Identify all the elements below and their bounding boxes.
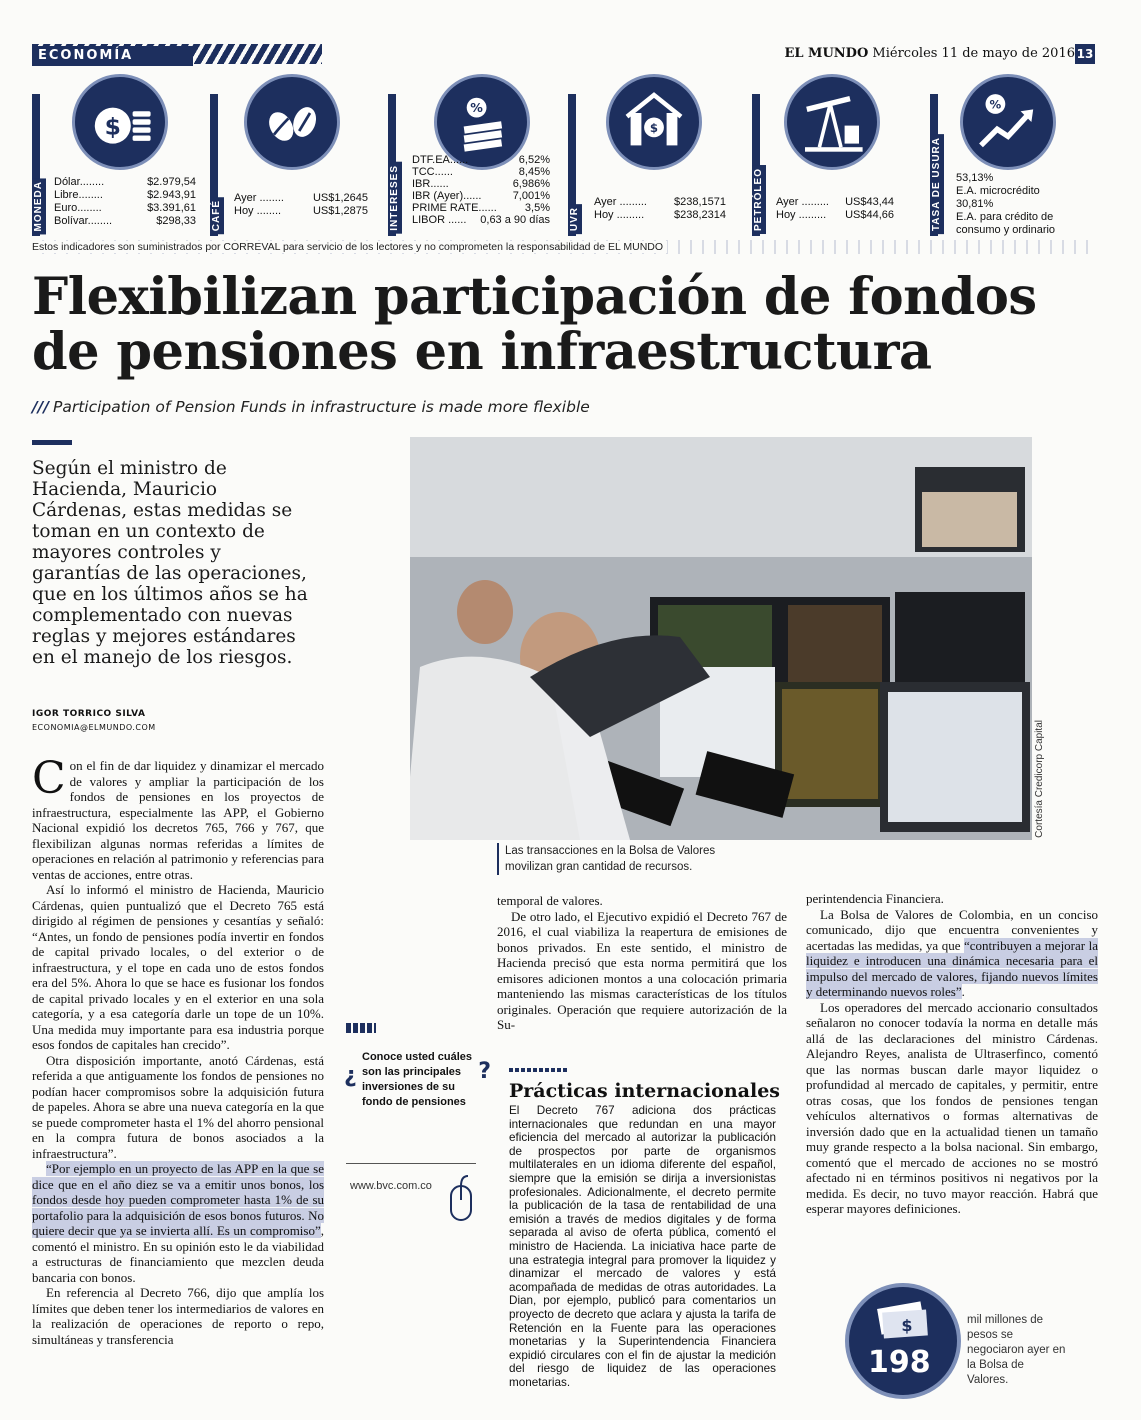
- photo-caption: Las transacciones en la Bolsa de Valores movilizan gran cantidad de recursos.: [497, 843, 757, 875]
- trading-floor-photo: [410, 437, 1032, 840]
- promo-divider: [346, 1163, 476, 1164]
- article-column-3: perintendencia Financiera. La Bolsa de Valores de Colombia, en un conciso comunicado, dijo que encuentra convenientes y acertadas las medidas, ya que “contribuyen a mejorar la liquidez e introducen una dinámica necesaria para el impulso del mercado de valores, fijando nuevos límites y determinando nuevos roles”. Los operadores del mercado accionario consultados señalaron no conocer todavía la norma en detalle más allá de las declaraciones del ministro Cárdenas. Alejandro Reyes, analista de Ultraserfinco, comentó que las normas buscan darle mayor liquidez o profundidad al mercado de capitales, y permitir, entre otras cosas, que los fondos de pensiones tengan vehículos alternativos o formas alternativas de inversión dado que en la actualidad tienen un tamaño muy grande respecto a la bolsa nacional. Sin embargo, comentó que el mercado de acciones no se mostró afectado ni en términos positivos ni negativos por la medida. Es decir, no tuvo mayor reacción. Habrá que esperar mayores definiciones.: [806, 891, 1099, 1216]
- slash-mark: ///: [32, 398, 49, 416]
- paragraph: temporal de valores.: [497, 893, 603, 908]
- highlighted-quote: “Por ejemplo en un proyecto de las APP en la que se dice que en el año diez se va a emitir unos bonos, los fondos desde hoy pueden comprometer hasta 1% de su portafolio para la adquisición de esos bonos futuros. No quiere decir que ya se invierta allí. Es un compromiso”: [32, 1161, 324, 1238]
- row-value: 6,986%: [512, 178, 550, 190]
- author-email: ECONOMIA@ELMUNDO.COM: [32, 723, 156, 732]
- svg-text:%: %: [470, 100, 483, 116]
- usura-line: 53,13%: [956, 172, 994, 184]
- section-tag: [32, 44, 322, 64]
- row-value: 8,45%: [518, 166, 550, 178]
- row-value: US$44,66: [845, 209, 894, 221]
- row-value: US$1,2875: [312, 205, 368, 217]
- paragraph: De otro lado, el Ejecutivo expidió el Decreto 767 de 2016, el cual viabiliza la reapertura de emisiones de bonos privados. En este sentido, el ministro de Hacienda precisó que esta norma permitirá que los emisores adicionen montos a una colocación primaria manteniendo las mismas características de los títulos originales. Operación que requiere autorización de la Su-: [497, 908, 787, 1032]
- footnote-text: Estos indicadores son suministrados por CORREVAL para servicio de los lectores y no comprometen la responsabilidad de EL MUNDO: [32, 241, 667, 253]
- row-name: Hoy: [594, 209, 614, 221]
- headline-line-2: de pensiones en infraestructura: [32, 322, 932, 382]
- svg-text:$: $: [104, 112, 121, 141]
- paragraph: , comentó el ministro. En su opinión esto le da viabilidad a estructuras de financiamiento que mezclen deuda bancaria con bonos.: [32, 1223, 324, 1285]
- promo-question: [344, 1050, 491, 1110]
- growth-chart-icon: [960, 74, 1056, 170]
- usura-line: E.A. microcrédito: [956, 185, 1040, 197]
- row-name: LIBOR: [412, 214, 446, 226]
- row-value: $3.391,61: [147, 202, 196, 214]
- deck-mark: [32, 440, 72, 445]
- subhead-text: Participation of Pension Funds in infrastructure is made more flexible: [52, 398, 590, 416]
- stat-circle: [845, 1283, 961, 1399]
- indicator-usura: [930, 74, 1096, 236]
- highlighted-quote: “contribuyen a mejorar la liquidez e introducen una dinámica necesaria para el impulso del mercado de valores, fijando nuevos límites y determinando nuevos roles”: [806, 937, 1099, 999]
- stat-number: 198: [868, 1345, 931, 1380]
- row-name: Ayer: [776, 196, 799, 208]
- promo-bars: [346, 1023, 376, 1033]
- row-name: Hoy: [776, 209, 796, 221]
- mouse-icon: [448, 1174, 474, 1224]
- svg-text:%: %: [989, 97, 1002, 112]
- row-name: DTF.EA: [412, 154, 450, 166]
- paragraph: Así lo informó el ministro de Hacienda, Mauricio Cárdenas, quien puntualizó que el Decreto 765 está dirigido al régimen de pensiones y cesantías y señaló: “Antes, un fondo de pensiones podía invertir en fondos de capital privado locales, o del exterior o de infraestructura, y el tope en cada uno de estos fondos era del 5%. Ahora lo que se hace es fusionar los fondos de capital privado locales y en el exterior en una sola categoría, y a esa categoría darle un tope de un 10%. Una medida muy importante para esa industria porque esos fondos de capitales han crecido”.: [32, 882, 324, 1052]
- row-name: Euro: [54, 202, 78, 214]
- headline: [32, 267, 1112, 382]
- row-value: $238,1571: [674, 196, 726, 208]
- indicator-label: UVR: [568, 204, 582, 234]
- indicator-moneda: MONEDA $ Dólar........ $2.979,54 Libre........ $2.943,91 Euro........ $3.391,61 Bolívar........ $298,33: [32, 74, 200, 236]
- row-value: $2.979,54: [147, 176, 196, 188]
- oil-pump-icon: [784, 74, 880, 170]
- stat-text: mil millones de pesos se negociaron ayer en la Bolsa de Valores.: [967, 1314, 1066, 1386]
- row-value: $238,2314: [674, 209, 726, 221]
- indicator-label: CAFÉ: [210, 197, 224, 234]
- drop-cap: C: [32, 753, 66, 804]
- indicator-label: TASA DE USURA: [930, 134, 944, 234]
- row-name: Dólar: [54, 176, 80, 188]
- section-label: ECONOMÍA: [32, 46, 193, 66]
- question-close-icon: ?: [478, 1059, 491, 1084]
- row-name: Bolívar: [54, 215, 88, 227]
- indicator-intereses: INTERESES % DTF.EA...... 6,52% TCC...... 8,45% IBR...... 6,986% IBR (Ayer)...... 7,001% PRIME RATE...... 3,5% LIBOR ...... 0,63 a 90 días: [388, 74, 554, 236]
- row-name: TCC: [412, 166, 435, 178]
- row-value: US$1,2645: [312, 192, 368, 204]
- usura-line: 30,81%: [956, 198, 994, 210]
- indicator-label: MONEDA: [32, 178, 46, 234]
- row-name: Ayer: [234, 192, 257, 204]
- paragraph: perintendencia Financiera.: [806, 891, 944, 906]
- row-value: 7,001%: [512, 190, 550, 202]
- photo-credit: Cortesía Credicorp Capital: [1034, 720, 1045, 838]
- article-column-2: [497, 893, 787, 1033]
- coins-icon: [72, 74, 168, 170]
- box-title: Prácticas internacionales: [509, 1080, 780, 1102]
- row-value: $298,33: [156, 215, 196, 227]
- issue-date: Miércoles 11 de mayo de 2016: [872, 46, 1075, 61]
- promo-text: Conoce usted cuáles son las principales inversiones de su fondo de pensiones: [362, 1051, 473, 1108]
- question-open-icon: ¿: [344, 1063, 357, 1088]
- indicator-cafe: CAFÉ Ayer ........ US$1,2645 Hoy ........ US$1,2875: [210, 74, 372, 236]
- svg-text:$: $: [901, 1316, 913, 1335]
- paragraph: Otra disposición importante, anotó Cárdenas, está referida a que antiguamente los fondos de pensiones no podían hacer compromisos sobre la adquisición futura de papeles. Ahora se abre una nueva categoría en la que se puede comprometer hasta el 1% del ahorro pensional en la compra futura de bonos asociados a la infraestructura”.: [32, 1052, 324, 1161]
- indicators-footnote: [32, 240, 1096, 254]
- page-number: 13: [1075, 44, 1095, 64]
- box-mark: [509, 1068, 569, 1072]
- headline-line-1: Flexibilizan participación de fondos: [32, 267, 1037, 327]
- row-name: Libre: [54, 189, 79, 201]
- promo-link[interactable]: www.bvc.com.co: [350, 1180, 432, 1192]
- paragraph: La Bolsa de Valores de Colombia, en un conciso comunicado, dijo que encuentra convenientes y acertadas las medidas, ya que: [806, 906, 1098, 953]
- svg-text:$: $: [649, 120, 659, 135]
- row-value: 6,52%: [518, 154, 550, 166]
- deck: Según el ministro de Hacienda, Mauricio Cárdenas, estas medidas se toman en un contexto de mayores controles y garantías de las operaciones, que en los últimos años se ha complementado con nuevas reglas y mejores estándares en el manejo de los riesgos.: [32, 458, 308, 668]
- usura-line: consumo y ordinario: [956, 224, 1056, 236]
- row-name: IBR: [412, 178, 431, 190]
- usura-line: E.A. para crédito de: [956, 211, 1054, 223]
- row-name: Hoy: [234, 205, 254, 217]
- indicator-uvr: UVR $ Ayer ......... $238,1571 Hoy ......... $238,2314: [568, 74, 732, 236]
- article-column-1: [32, 753, 324, 1347]
- row-value: 3,5%: [524, 202, 550, 214]
- author: IGOR TORRICO SILVA: [32, 709, 146, 719]
- paragraph: En referencia al Decreto 766, dijo que amplía los límites que deben tener los intermediarios de valores en la realización de operaciones de reporto o repo, simultáneas y transferencia: [32, 1285, 324, 1347]
- box-text: El Decreto 767 adiciona dos prácticas internacionales que redundan en una mayor eficiencia del mercado al autorizar la publicación de prospectos por parte de organismos multilaterales en un idioma diferente del español, siempre que la emisión se dirija a inversionistas profesionales. Adicionalmente, el decreto permite la publicación de la tasa de rentabilidad de una emisión a través de medios digitales y de forma separada al aviso de oferta pública, comentó el ministro de Hacienda. La iniciativa hace parte de una estrategia integral para promover la liquidez y dinamizar el mercado de valores y está acompañada de medidas de otras autoridades. La Dian, por ejemplo, publicó para comentarios un proyecto de decreto que aclara y ajusta la tarifa de Retención en la Fuente para las operaciones monetarias y la Superintendencia Financiera expidió circulares con el fin de ajustar la medición del riesgo de liquidez de las operaciones monetarias.: [509, 1104, 776, 1389]
- paragraph: on el fin de dar liquidez y dinamizar el mercado de valores y ampliar la participación de los fondos de pensiones en los proyectos de infraestructura, especialmente las APP, el Gobierno Nacional expidió los decretos 765, 766 y 767, que flexibilizan algunas normas referidas a límites de operaciones en relación al patrimonio y referencias para ventas de acciones, entre otras.: [32, 758, 324, 882]
- indicator-label: INTERESES: [388, 162, 402, 234]
- coffee-beans-icon: [244, 74, 340, 170]
- paper-name: EL MUNDO: [784, 46, 869, 61]
- row-name: Ayer: [594, 196, 617, 208]
- english-subhead: [32, 398, 590, 416]
- masthead: [784, 44, 1075, 64]
- indicator-petroleo: PETRÓLEO Ayer ......... US$43,44 Hoy ......... US$44,66: [752, 74, 902, 236]
- house-money-icon: [606, 74, 702, 170]
- indicator-label: PETRÓLEO: [752, 165, 766, 234]
- row-name: IBR (Ayer): [412, 190, 464, 202]
- row-name: PRIME RATE: [412, 202, 479, 214]
- paragraph: Los operadores del mercado accionario consultados señalaron no conocer todavía la norma en detalle más allá de las declaraciones del ministro Cárdenas. Alejandro Reyes, analista de Ultraserfinco, comentó que las normas buscan darle mayor liquidez o profundidad al mercado de capitales, y permitir, entre otras cosas, que los fondos de pensiones tengan vehículos alternativos o formas alternativas de inversión dado que en la actualidad tienen un tamaño muy grande respecto a la bolsa nacional. Sin embargo, comentó que el mercado de acciones no se mostró afectado ni en términos positivos ni negativos por la medida. Es decir, no tuvo mayor reacción. Habrá que esperar mayores definiciones.: [806, 999, 1098, 1216]
- row-value: US$43,44: [845, 196, 894, 208]
- row-value: 0,63 a 90 días: [480, 214, 550, 226]
- row-value: $2.943,91: [147, 189, 196, 201]
